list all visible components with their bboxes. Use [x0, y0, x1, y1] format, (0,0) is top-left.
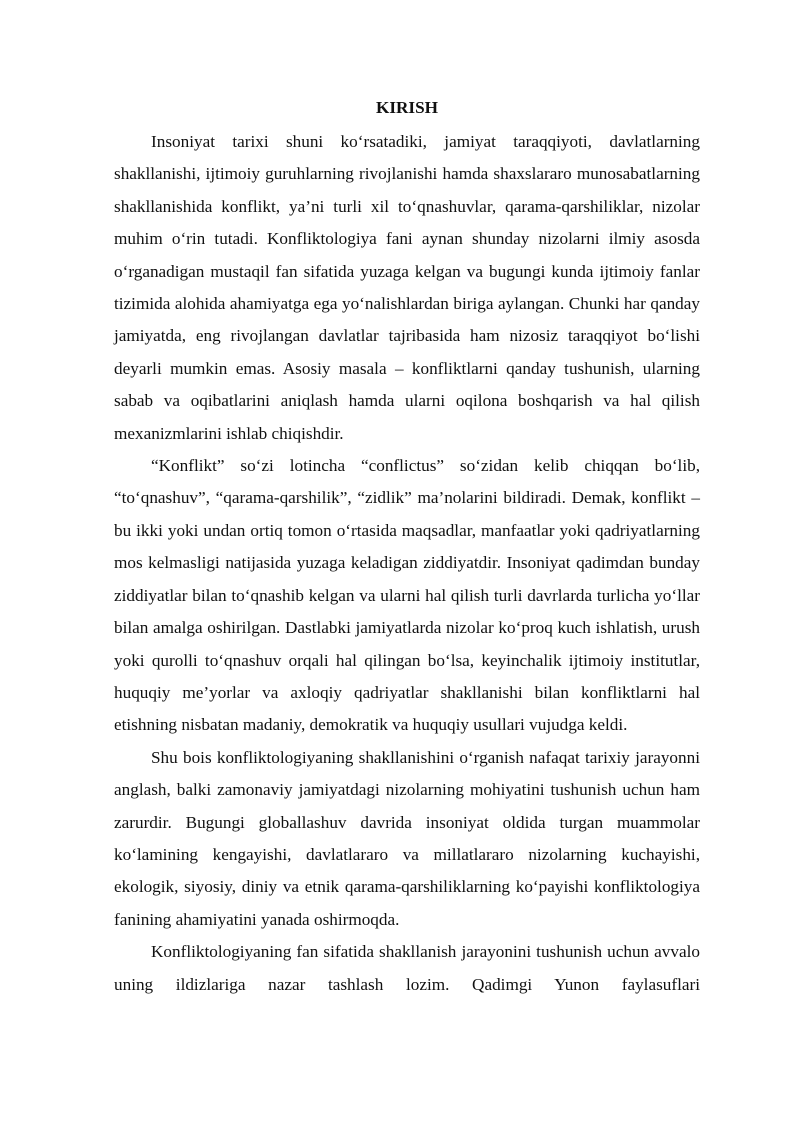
- paragraph-origins: Konfliktologiyaning fan sifatida shakllanish jarayonini tushunish uchun avvalo uning ildizlariga nazar tashlash lozim. Qadimgi Yunon faylasuflari: [114, 942, 700, 994]
- document-title: KIRISH: [375, 98, 439, 117]
- paragraph-intro: Insoniyat tarixi shuni ko‘rsatadiki, jamiyat taraqqiyoti, davlatlarning shakllanishi, ijtimoiy guruhlarning rivojlanishi hamda shaxslararo munosabatlarning shakllanishida konflikt, ya’ni turli xil to‘qnashuvlar, qarama-qarshiliklar, nizolar muhim o‘rin tutadi. Konfliktologiya fani aynan shunday nizolarni ilmiy asosda o‘rganadigan mustaqil fan sifatida yuzaga kelgan va bugungi kunda ijtimoiy fanlar tizimida alohida ahamiyatga ega yo‘nalishlardan biriga aylangan. Chunki har qanday jamiyatda, eng rivojlangan davlatlar tajribasida ham nizosiz taraqqiyot bo‘lishi deyarli mumkin emas. Asosiy masala – konfliktlarni qanday tushunish, ularning sabab va oqibatlarini aniqlash hamda ularni oqilona boshqarish va hal qilish mexanizmlarini ishlab chiqishdir.: [114, 132, 700, 443]
- document-page: [114, 96, 700, 1001]
- paragraph-globalization: Shu bois konfliktologiyaning shakllanishini o‘rganish nafaqat tarixiy jarayonni anglash, balki zamonaviy jamiyatdagi nizolarning mohiyatini tushunish uchun ham zarurdir. Bugungi globallashuv davrida insoniyat oldida turgan muammolar ko‘lamining kengayishi, davlatlararo va millatlararo nizolarning kuchayishi, ekologik, siyosiy, diniy va etnik qarama-qarshiliklarning ko‘payishi konfliktologiya fanining ahamiyatini yanada oshirmoqda.: [114, 747, 700, 929]
- paragraph-konflikt-definition: “Konflikt” so‘zi lotincha “conflictus” so‘zidan kelib chiqqan bo‘lib, “to‘qnashuv”, “qarama-qarshilik”, “zidlik” ma’nolarini bildiradi. Demak, konflikt – bu ikki yoki undan ortiq tomon o‘rtasida maqsadlar, manfaatlar yoki qadriyatlarning mos kelmasligi natijasida yuzaga keladigan ziddiyatdir. Insoniyat qadimdan bunday ziddiyatlar bilan to‘qnashib kelgan va ularni hal qilish turli davrlarda turlicha yo‘llar bilan amalga oshirilgan. Dastlabki jamiyatlarda nizolar ko‘proq kuch ishlatish, urush yoki qurolli to‘qnashuv orqali hal qilingan bo‘lsa, keyinchalik ijtimoiy institutlar, huquqiy me’yorlar va axloqiy qadriyatlar shakllanishi bilan konfliktlarni hal etishning nisbatan madaniy, demokratik va huquqiy usullari vujudga keldi.: [114, 456, 700, 735]
